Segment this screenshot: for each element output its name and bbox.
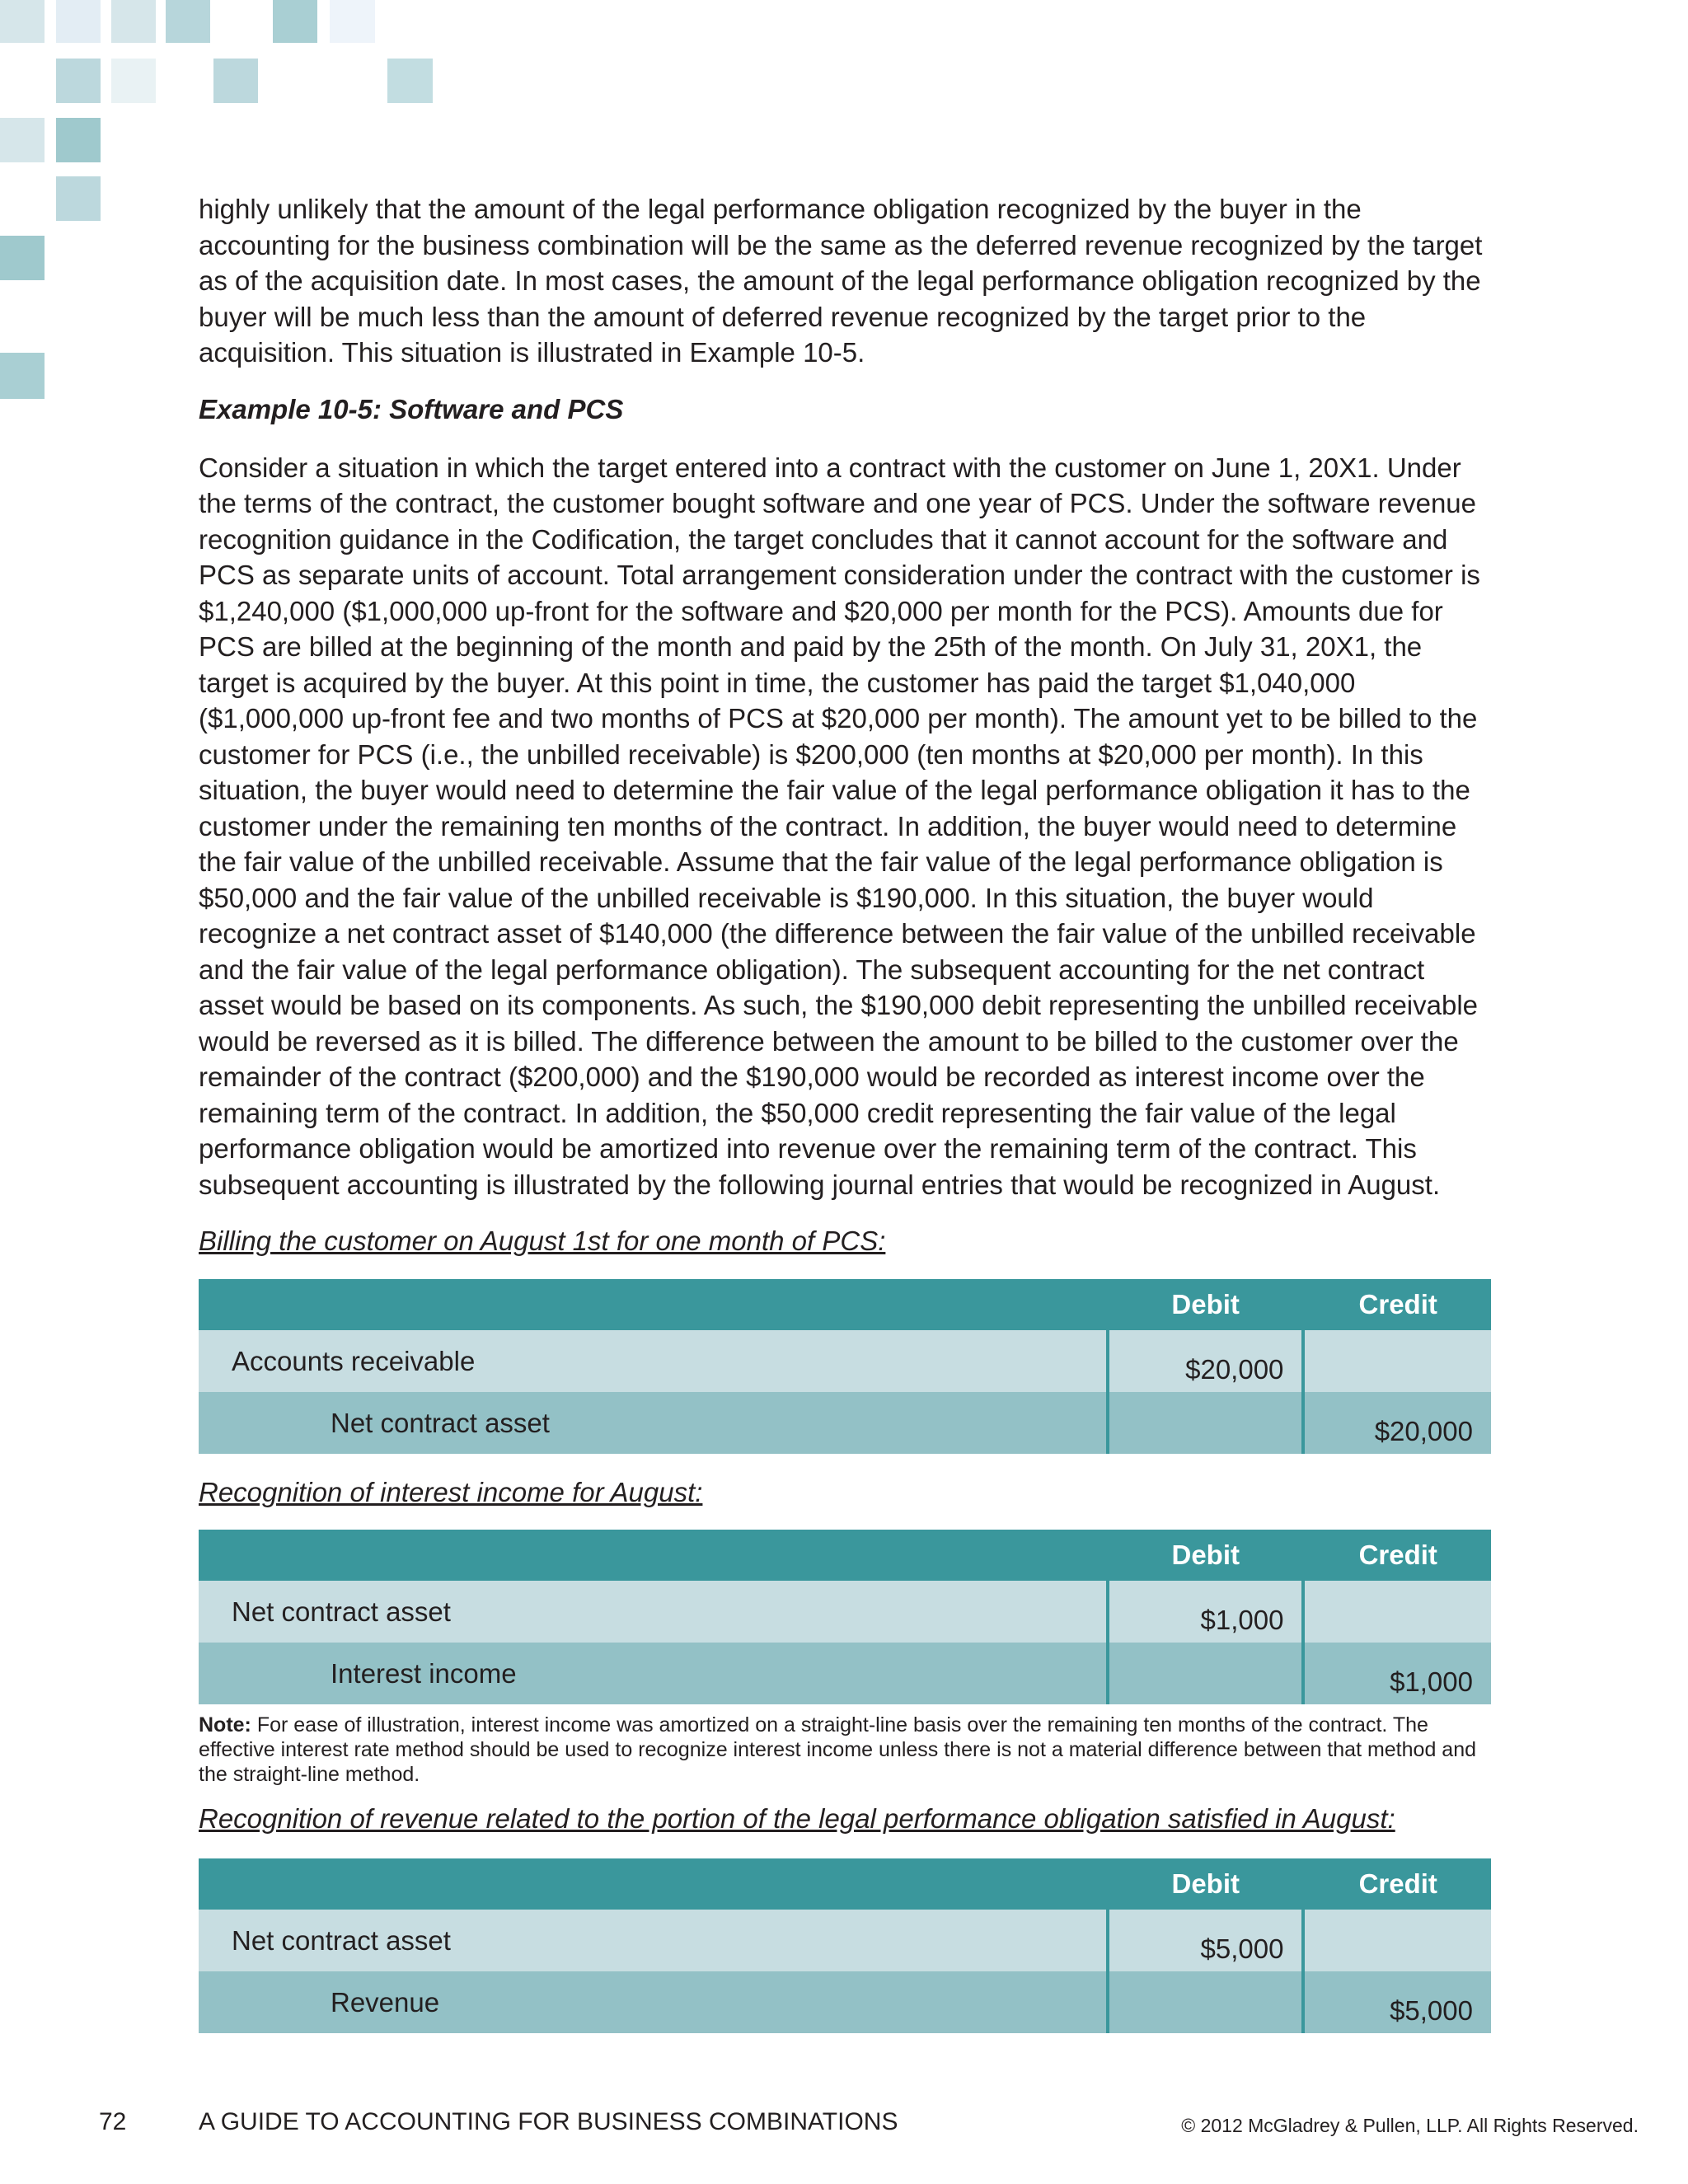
credit-amount: $5,000 [1303,1971,1491,2033]
decor-square [111,59,156,103]
decor-square [166,0,210,43]
table-row [199,1392,1491,1454]
decor-square [56,59,101,103]
credit-header: Credit [1303,1279,1491,1330]
decor-square [0,118,45,162]
credit-header: Credit [1303,1858,1491,1910]
table-row [199,1971,1491,2033]
entry-caption: Billing the customer on August 1st for one month of PCS: [199,1226,886,1256]
empty-cell [1108,1971,1303,2033]
journal-entry-table [199,1858,1491,2033]
decor-square [330,0,375,43]
journal-entry-table [199,1279,1491,1454]
debit-header: Debit [1108,1530,1303,1581]
decor-square [56,176,101,221]
decor-square [0,0,45,43]
credit-header: Credit [1303,1530,1491,1581]
empty-cell [1303,1581,1491,1643]
debit-account: Accounts receivable [199,1330,1108,1392]
credit-amount: $1,000 [1303,1643,1491,1704]
decor-square [0,236,45,280]
credit-account: Revenue [199,1971,1108,2033]
empty-cell [1303,1910,1491,1971]
decor-square [387,59,433,103]
table-row [199,1910,1491,1971]
debit-amount: $20,000 [1108,1330,1304,1392]
table-row [199,1643,1491,1704]
credit-account: Net contract asset [199,1392,1108,1454]
debit-account: Net contract asset [199,1581,1108,1643]
table-row [199,1581,1491,1643]
header-blank [199,1858,1108,1910]
entry-caption: Recognition of interest income for August: [199,1477,703,1507]
journal-entry-table [199,1530,1491,1704]
footer-title: A GUIDE TO ACCOUNTING FOR BUSINESS COMBINATIONS [199,2108,898,2135]
debit-header: Debit [1108,1858,1303,1910]
decor-square [0,353,45,399]
intro-paragraph: highly unlikely that the amount of the legal performance obligation recognized by the buyer in the accounting for the business combination will be the same as the deferred revenue recognized by the target as of the acquisition date. In most cases, the amount of the legal performance obligation recognized by the buyer will be much less than the amount of deferred revenue recognized by the target prior to the acquisition. This situation is illustrated in Example 10-5. [199,194,1483,368]
header-blank [199,1530,1108,1581]
decor-square [56,0,101,43]
page-number: 72 [99,2108,127,2135]
header-blank [199,1279,1108,1330]
debit-account: Net contract asset [199,1910,1108,1971]
table-row [199,1330,1491,1392]
decor-square [213,59,258,103]
empty-cell [1108,1392,1304,1454]
debit-amount: $1,000 [1108,1581,1303,1643]
decor-square [56,118,101,162]
entry-caption: Recognition of revenue related to the portion of the legal performance obligation satisfied in August: [199,1803,1395,1834]
footer-copyright: © 2012 McGladrey & Pullen, LLP. All Rights Reserved. [1181,2115,1639,2136]
credit-account: Interest income [199,1643,1108,1704]
example-paragraph: Consider a situation in which the target entered into a contract with the customer on June 1, 20X1. Under the terms of the contract, the customer bought software and one year of PCS. Under the software revenue recognition guidance in the Codification, the target concludes that it cannot account for the software and PCS as separate units of account. Total arrangement consideration under the contract with the customer is $1,240,000 ($1,000,000 up-front for the software and $20,000 per month for the PCS). Amounts due for PCS are billed at the beginning of the month and paid by the 25th of the month. On July 31, 20X1, the target is acquired by the buyer. At this point in time, the customer has paid the target $1,040,000 ($1,000,000 up-front fee and two months of PCS at $20,000 per month). The amount yet to be billed to the customer for PCS (i.e., the unbilled receivable) is $200,000 (ten months at $20,000 per month). In this situation, the buyer would need to determine the fair value of the legal performance obligation it has to the customer under the remaining ten months of the contract. In addition, the buyer would need to determine the fair value of the unbilled receivable. Assume that the fair value of the legal performance obligation is $50,000 and the fair value of the unbilled receivable is $190,000. In this situation, the buyer would recognize a net contract asset of $140,000 (the difference between the fair value of the unbilled receivable and the fair value of the legal performance obligation). The subsequent accounting for the net contract asset would be based on its components. As such, the $190,000 debit representing the unbilled receivable would be reversed as it is billed. The difference between the amount to be billed to the customer over the remainder of the contract ($200,000) and the $190,000 would be recorded as interest income over the remaining term of the contract. In addition, the $50,000 credit representing the fair value of the legal performance obligation would be amortized into revenue over the remaining term of the contract. This subsequent accounting is illustrated by the following journal entries that would be recognized in August. [199,452,1480,1200]
debit-amount: $5,000 [1108,1910,1303,1971]
empty-cell [1303,1330,1491,1392]
credit-amount: $20,000 [1303,1392,1491,1454]
empty-cell [1108,1643,1303,1704]
example-title: Example 10-5: Software and PCS [199,393,624,424]
decor-square [273,0,317,43]
decor-square [111,0,156,43]
page-content [199,191,1491,2033]
note-text: For ease of illustration, interest income was amortized on a straight-line basis over the remaining ten months of the contract. The effective interest rate method should be used to recognize interest income unless there is not a material difference between that method and the straight-line method. [199,1713,1476,1786]
debit-header: Debit [1108,1279,1304,1330]
note [199,1713,1491,1787]
note-label: Note: [199,1713,251,1736]
